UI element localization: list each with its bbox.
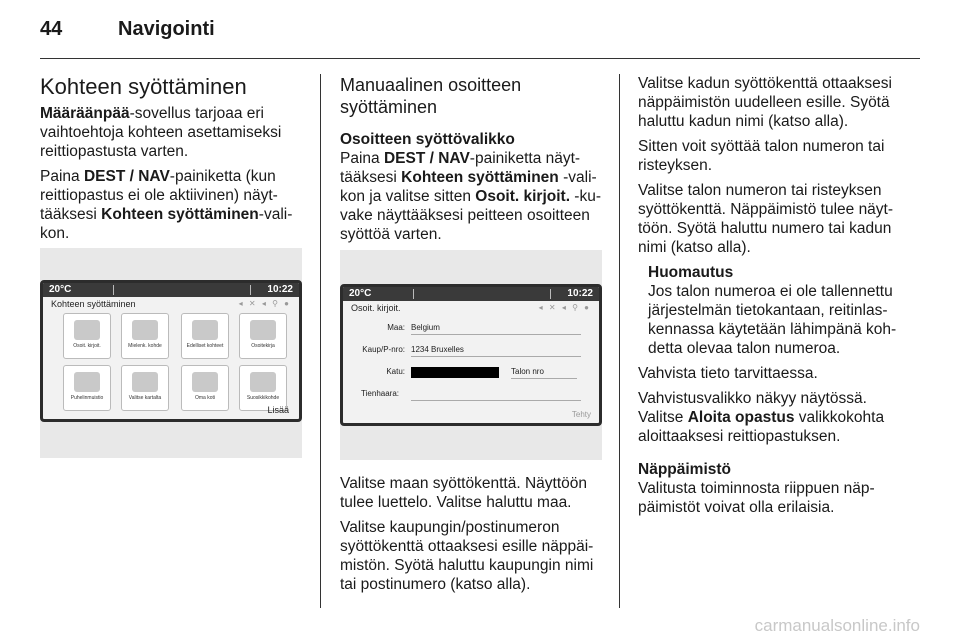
clock: 10:22 bbox=[267, 284, 293, 295]
tile-favourite[interactable]: Suosikkikohde bbox=[239, 365, 287, 411]
status-icons: ◂ ✕ ◂ ⚲ ● bbox=[538, 303, 591, 312]
city-label: Kaup/P-nro: bbox=[362, 345, 405, 354]
screen-subtitle: Kohteen syöttäminen bbox=[51, 299, 136, 309]
section-title: Manuaalinen osoitteen syöttäminen bbox=[340, 75, 522, 117]
subsection-title: Näppäimistö bbox=[638, 461, 732, 478]
star-icon bbox=[250, 372, 276, 392]
paragraph: Paina DEST / NAV-painiketta näyttääksesi Kohteen syöttäminen -valikon ja valitse sitten Osoit. kirjoit. -kuvake näyttääksesi peitteen osoitteen syöttöä varten. bbox=[340, 150, 602, 243]
history-icon bbox=[192, 320, 218, 340]
paragraph: Paina DEST / NAV-painiketta (kun reittiopastus ei ole aktiivinen) näyttääksesi Kohteen syöttäminen-valikon. bbox=[40, 168, 293, 242]
country-field[interactable]: Belgium bbox=[411, 323, 581, 335]
book-icon bbox=[250, 320, 276, 340]
column-2-lower bbox=[340, 474, 602, 600]
screen-subtitle: Osoit. kirjoit. bbox=[351, 303, 401, 313]
tile-previous[interactable]: Edelliset kohteet bbox=[181, 313, 229, 359]
more-button[interactable]: Lisää bbox=[267, 405, 289, 415]
paragraph: Valitse talon numeron tai risteyksen syöttökenttä. Näppäimistö tulee näyttöön. Syötä haluttu numero tai kadun nimi (katso alla). bbox=[638, 182, 894, 256]
home-icon bbox=[192, 372, 218, 392]
junction-field[interactable] bbox=[411, 389, 581, 401]
status-bar bbox=[43, 283, 299, 297]
infotainment-screen bbox=[340, 284, 602, 426]
street-field[interactable] bbox=[411, 367, 499, 378]
column-divider-1 bbox=[320, 74, 321, 608]
country-label: Maa: bbox=[387, 323, 405, 332]
tile-home[interactable]: Oma koti bbox=[181, 365, 229, 411]
paragraph: Valitse kadun syöttökenttä ottaaksesi näppäimistön uudelleen esille. Syötä haluttu kadun nimi (katso alla). bbox=[638, 75, 892, 130]
chapter-title: Navigointi bbox=[118, 18, 215, 40]
map-icon bbox=[74, 320, 100, 340]
poi-icon bbox=[132, 320, 158, 340]
street-label: Katu: bbox=[386, 367, 405, 376]
column-3 bbox=[638, 74, 904, 523]
tile-address-book[interactable]: Osoitekirja bbox=[239, 313, 287, 359]
section-title: Kohteen syöttäminen bbox=[40, 74, 247, 99]
junction-label: Tienhaara: bbox=[361, 389, 399, 398]
paragraph: Määräänpää-sovellus tarjoaa eri vaihtoehtoja kohteen asettamiseksi reittiopastusta varten. bbox=[40, 105, 282, 160]
map-pin-icon bbox=[132, 372, 158, 392]
paragraph: Valitse kaupungin/postinumeron syöttökenttä ottaaksesi esille näppäimistön. Syötä haluttu kaupungin nimi tai postinumero (katso alla). bbox=[340, 519, 594, 593]
house-number-field[interactable]: Talon nro bbox=[511, 367, 577, 379]
column-divider-2 bbox=[619, 74, 620, 608]
screenshot-address-entry bbox=[340, 250, 602, 460]
column-1 bbox=[40, 74, 302, 249]
done-button[interactable]: Tehty bbox=[571, 410, 591, 419]
paragraph: Valitusta toiminnosta riippuen näppäimistöt voivat olla erilaisia. bbox=[638, 480, 875, 516]
column-2 bbox=[340, 74, 602, 250]
paragraph: Valitse maan syöttökenttä. Näyttöön tulee luettelo. Valitse haluttu maa. bbox=[340, 475, 587, 511]
screenshot-destination-menu bbox=[40, 248, 302, 458]
note-body: Jos talon numeroa ei ole tallennettu järjestelmän tietokantaan, reitinlaskennassa käytetään lähimpänä kohdetta olevaa talon numeroa. bbox=[648, 283, 897, 357]
header-rule bbox=[40, 58, 920, 59]
paragraph: Vahvistusvalikko näkyy näytössä. Valitse Aloita opastus valikkokohta aloittaaksesi reittiopastuksen. bbox=[638, 390, 885, 445]
subsection-title: Osoitteen syöttövalikko bbox=[340, 131, 515, 148]
tile-address-entry[interactable]: Osoit. kirjoit. bbox=[63, 313, 111, 359]
status-bar bbox=[343, 287, 599, 301]
tile-map-select[interactable]: Valitse kartalta bbox=[121, 365, 169, 411]
temperature: 20°C bbox=[349, 288, 372, 299]
watermark: carmanualsonline.info bbox=[754, 616, 920, 635]
note-title: Huomautus bbox=[648, 264, 734, 281]
status-icons: ◂ ✕ ◂ ⚲ ● bbox=[238, 299, 291, 308]
tile-phonebook[interactable]: Puhelinmuistio bbox=[63, 365, 111, 411]
city-field[interactable]: 1234 Bruxelles bbox=[411, 345, 581, 357]
note-box bbox=[648, 263, 904, 358]
page-number: 44 bbox=[40, 18, 63, 40]
paragraph: Vahvista tieto tarvittaessa. bbox=[638, 365, 818, 382]
paragraph: Sitten voit syöttää talon numeron tai risteyksen. bbox=[638, 138, 885, 174]
tile-poi[interactable]: Mielenk. kohde bbox=[121, 313, 169, 359]
clock: 10:22 bbox=[567, 288, 593, 299]
temperature: 20°C bbox=[49, 284, 72, 295]
infotainment-screen bbox=[40, 280, 302, 422]
phonebook-icon bbox=[74, 372, 100, 392]
